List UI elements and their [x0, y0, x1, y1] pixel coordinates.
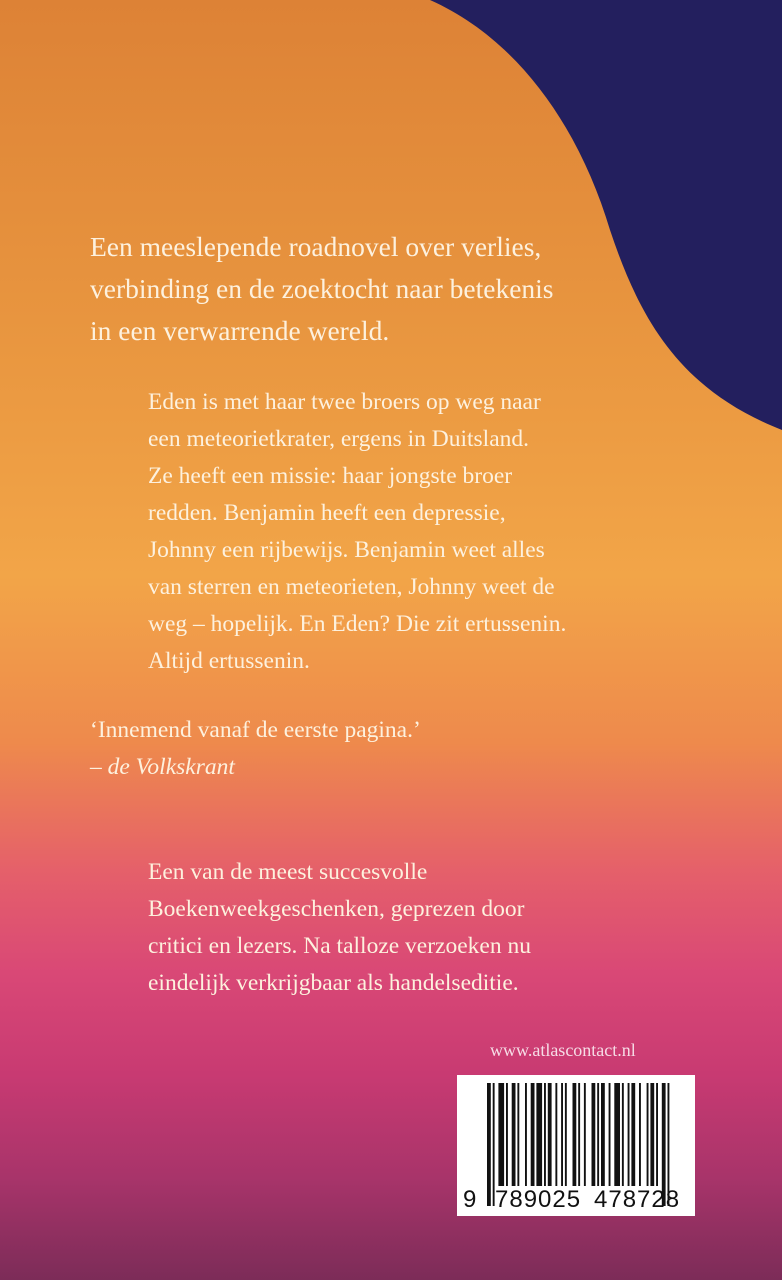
isbn-barcode — [457, 1075, 695, 1216]
summary-line: redden. Benjamin heeft een depressie, — [148, 500, 506, 526]
barcode-bar — [614, 1083, 620, 1186]
barcode-bar — [656, 1083, 658, 1186]
barcode-bar — [498, 1083, 504, 1186]
summary-paragraph — [148, 384, 566, 680]
summary-line: weg – hopelijk. En Eden? Die zit ertussenin. — [148, 611, 567, 637]
barcode-bar — [609, 1083, 611, 1186]
isbn-first-digit: 9 — [463, 1186, 478, 1213]
barcode-bar — [536, 1083, 542, 1186]
barcode-bar — [525, 1083, 527, 1186]
barcode-bar — [650, 1083, 654, 1186]
barcode-bar — [628, 1083, 630, 1186]
barcode-bar — [597, 1083, 599, 1186]
barcode-bar — [622, 1083, 624, 1186]
barcode-bar — [601, 1083, 605, 1186]
barcode-bar — [565, 1083, 567, 1186]
barcode-bar — [639, 1083, 641, 1186]
barcode-bar — [647, 1083, 649, 1186]
lead-line: Een meeslepende roadnovel over verlies, — [90, 231, 542, 262]
barcode-bar — [561, 1083, 563, 1186]
barcode-bar — [544, 1083, 546, 1186]
barcode-bar — [517, 1083, 519, 1186]
summary-line: Ze heeft een missie: haar jongste broer — [148, 463, 513, 489]
summary-line: een meteorietkrater, ergens in Duitsland. — [148, 426, 530, 452]
lead-line: in een verwarrende wereld. — [90, 315, 390, 346]
barcode-bar — [506, 1083, 508, 1186]
publisher-url: www.atlascontact.nl — [490, 1040, 636, 1060]
barcode-bar — [592, 1083, 596, 1186]
barcode-bar — [548, 1083, 552, 1186]
review-quote — [90, 712, 421, 786]
barcode-bar — [555, 1083, 557, 1186]
lead-line: verbinding en de zoektocht naar betekenis — [90, 273, 554, 304]
barcode-bar — [512, 1083, 516, 1186]
isbn-group-2: 478728 — [594, 1186, 681, 1213]
quote-text: ‘Innemend vanaf de eerste pagina.’ — [90, 717, 421, 743]
summary-line: Eden is met haar twee broers op weg naar — [148, 389, 541, 415]
barcode-bar — [487, 1083, 491, 1206]
summary-line: van sterren en meteorieten, Johnny weet de — [148, 574, 555, 600]
quote-source: – de Volkskrant — [90, 754, 235, 780]
barcode-bar — [631, 1083, 635, 1186]
barcode-bar — [531, 1083, 535, 1186]
isbn-group-1: 789025 — [495, 1186, 582, 1213]
closing-line: eindelijk verkrijgbaar als handelseditie. — [148, 970, 519, 996]
barcode-bar — [573, 1083, 577, 1186]
closing-line: Boekenweekgeschenken, geprezen door — [148, 896, 525, 922]
closing-paragraph — [148, 854, 531, 1002]
closing-line: Een van de meest succesvolle — [148, 859, 428, 885]
lead-paragraph — [90, 226, 554, 352]
closing-line: critici en lezers. Na talloze verzoeken nu — [148, 933, 531, 959]
barcode-bar — [584, 1083, 586, 1186]
summary-line: Johnny een rijbewijs. Benjamin weet alles — [148, 537, 545, 563]
barcode-bar — [578, 1083, 580, 1186]
summary-line: Altijd ertussenin. — [148, 648, 310, 674]
